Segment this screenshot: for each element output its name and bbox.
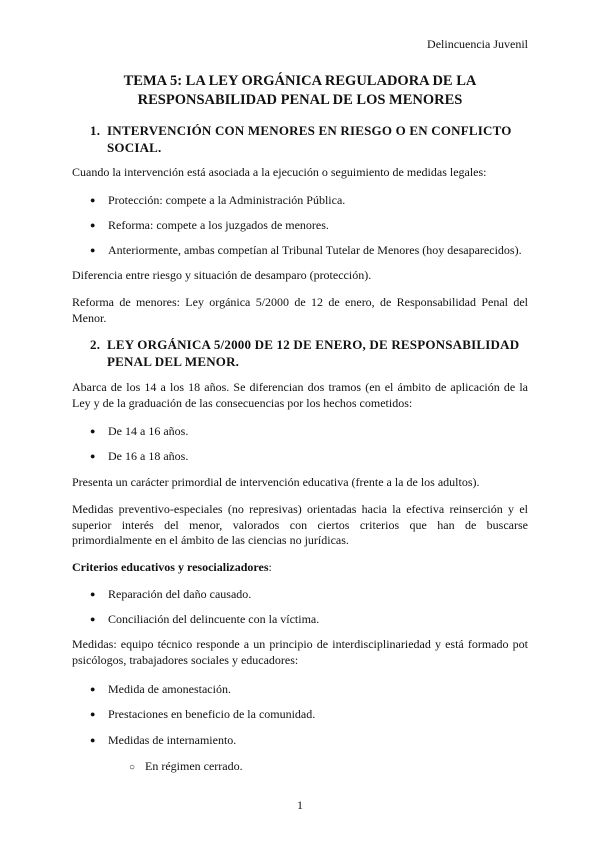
bullet-icon: ● [90,735,96,745]
bullet-icon: ● [90,709,96,719]
list-item-text: Medidas de internamiento. [108,733,237,747]
bullet-icon: ● [90,589,96,599]
criteria-heading [72,560,528,576]
section-1-para-2: Reforma de menores: Ley orgánica 5/2000 de 12 de enero, de Responsabilidad Penal del Menor. [72,295,528,325]
section-2-number: 2. [90,337,101,352]
sub-list-item [129,759,243,775]
section-1-intro: Cuando la intervención está asociada a la ejecución o seguimiento de medidas legales: [72,165,487,179]
section-2-heading-line-2: PENAL DEL MENOR. [107,354,240,369]
list-item-text: De 14 a 16 años. [108,424,189,438]
list-item-text: De 16 a 18 años. [108,449,189,463]
criteria-title: Criterios educativos y resocializadores [72,560,269,574]
measures-intro: Medidas: equipo técnico responde a un principio de interdisciplinariedad y está formado pot psicólogos, trabajadores sociales y educadores: [72,637,528,667]
list-item [90,612,319,627]
list-item [90,193,345,208]
section-1-number: 1. [90,123,101,138]
section-2-para-2: Medidas preventivo-especiales (no represivas) orientadas hacia la efectiva reinserción y el superior interés del menor, valorados con ciertos criterios que han de buscarse primordialmente en el ámbito de las ciencias no jurídicas. [72,502,528,547]
section-2-heading-line-1: LEY ORGÁNICA 5/2000 DE 12 DE ENERO, DE RESPONSABILIDAD [107,337,520,352]
bullet-icon: ● [90,220,96,230]
section-2-para-1: Presenta un carácter primordial de intervención educativa (frente a la de los adultos). [72,475,480,489]
bullet-icon: ● [90,426,96,436]
title-line-1: TEMA 5: LA LEY ORGÁNICA REGULADORA DE LA [123,73,477,89]
section-1-heading [90,122,530,156]
section-2-heading [90,336,530,370]
list-item [90,682,231,697]
section-2-intro: Abarca de los 14 a los 18 años. Se diferencian dos tramos (en el ámbito de aplicación de la Ley y de la graduación de las consecuencias por los hechos cometidos: [72,380,528,410]
document-title [72,72,528,110]
section-1-heading-line-1: INTERVENCIÓN CON MENORES EN RIESGO O EN CONFLICTO [107,123,512,138]
bullet-icon: ● [90,195,96,205]
list-item [90,449,188,464]
title-line-2: RESPONSABILIDAD PENAL DE LOS MENORES [137,92,463,108]
list-item-text: Conciliación del delincuente con la víctima. [108,612,320,626]
bullet-icon: ● [90,614,96,624]
list-item [90,733,236,748]
sub-list-item-text: En régimen cerrado. [145,759,243,773]
bullet-icon: ● [90,451,96,461]
list-item [90,218,329,233]
list-item [90,707,315,722]
criteria-colon: : [268,560,272,574]
list-item-text: Prestaciones en beneficio de la comunidad. [108,707,316,721]
list-item [90,587,251,602]
list-item [90,424,188,439]
list-item-text: Reparación del daño causado. [108,587,252,601]
section-1-heading-line-2: SOCIAL. [107,140,162,155]
running-header: Delincuencia Juvenil [427,37,528,51]
list-item [90,243,522,258]
bullet-icon: ● [90,684,96,694]
list-item-text: Anteriormente, ambas competían al Tribunal Tutelar de Menores (hoy desaparecidos). [108,243,522,257]
list-item-text: Medida de amonestación. [108,682,231,696]
list-item-text: Protección: compete a la Administración Pública. [108,193,346,207]
list-item-text: Reforma: compete a los juzgados de menores. [108,218,329,232]
hollow-bullet-icon: ○ [129,762,136,773]
section-1-para-1: Diferencia entre riesgo y situación de desamparo (protección). [72,268,372,282]
page-number: 1 [297,798,303,812]
bullet-icon: ● [90,245,96,255]
